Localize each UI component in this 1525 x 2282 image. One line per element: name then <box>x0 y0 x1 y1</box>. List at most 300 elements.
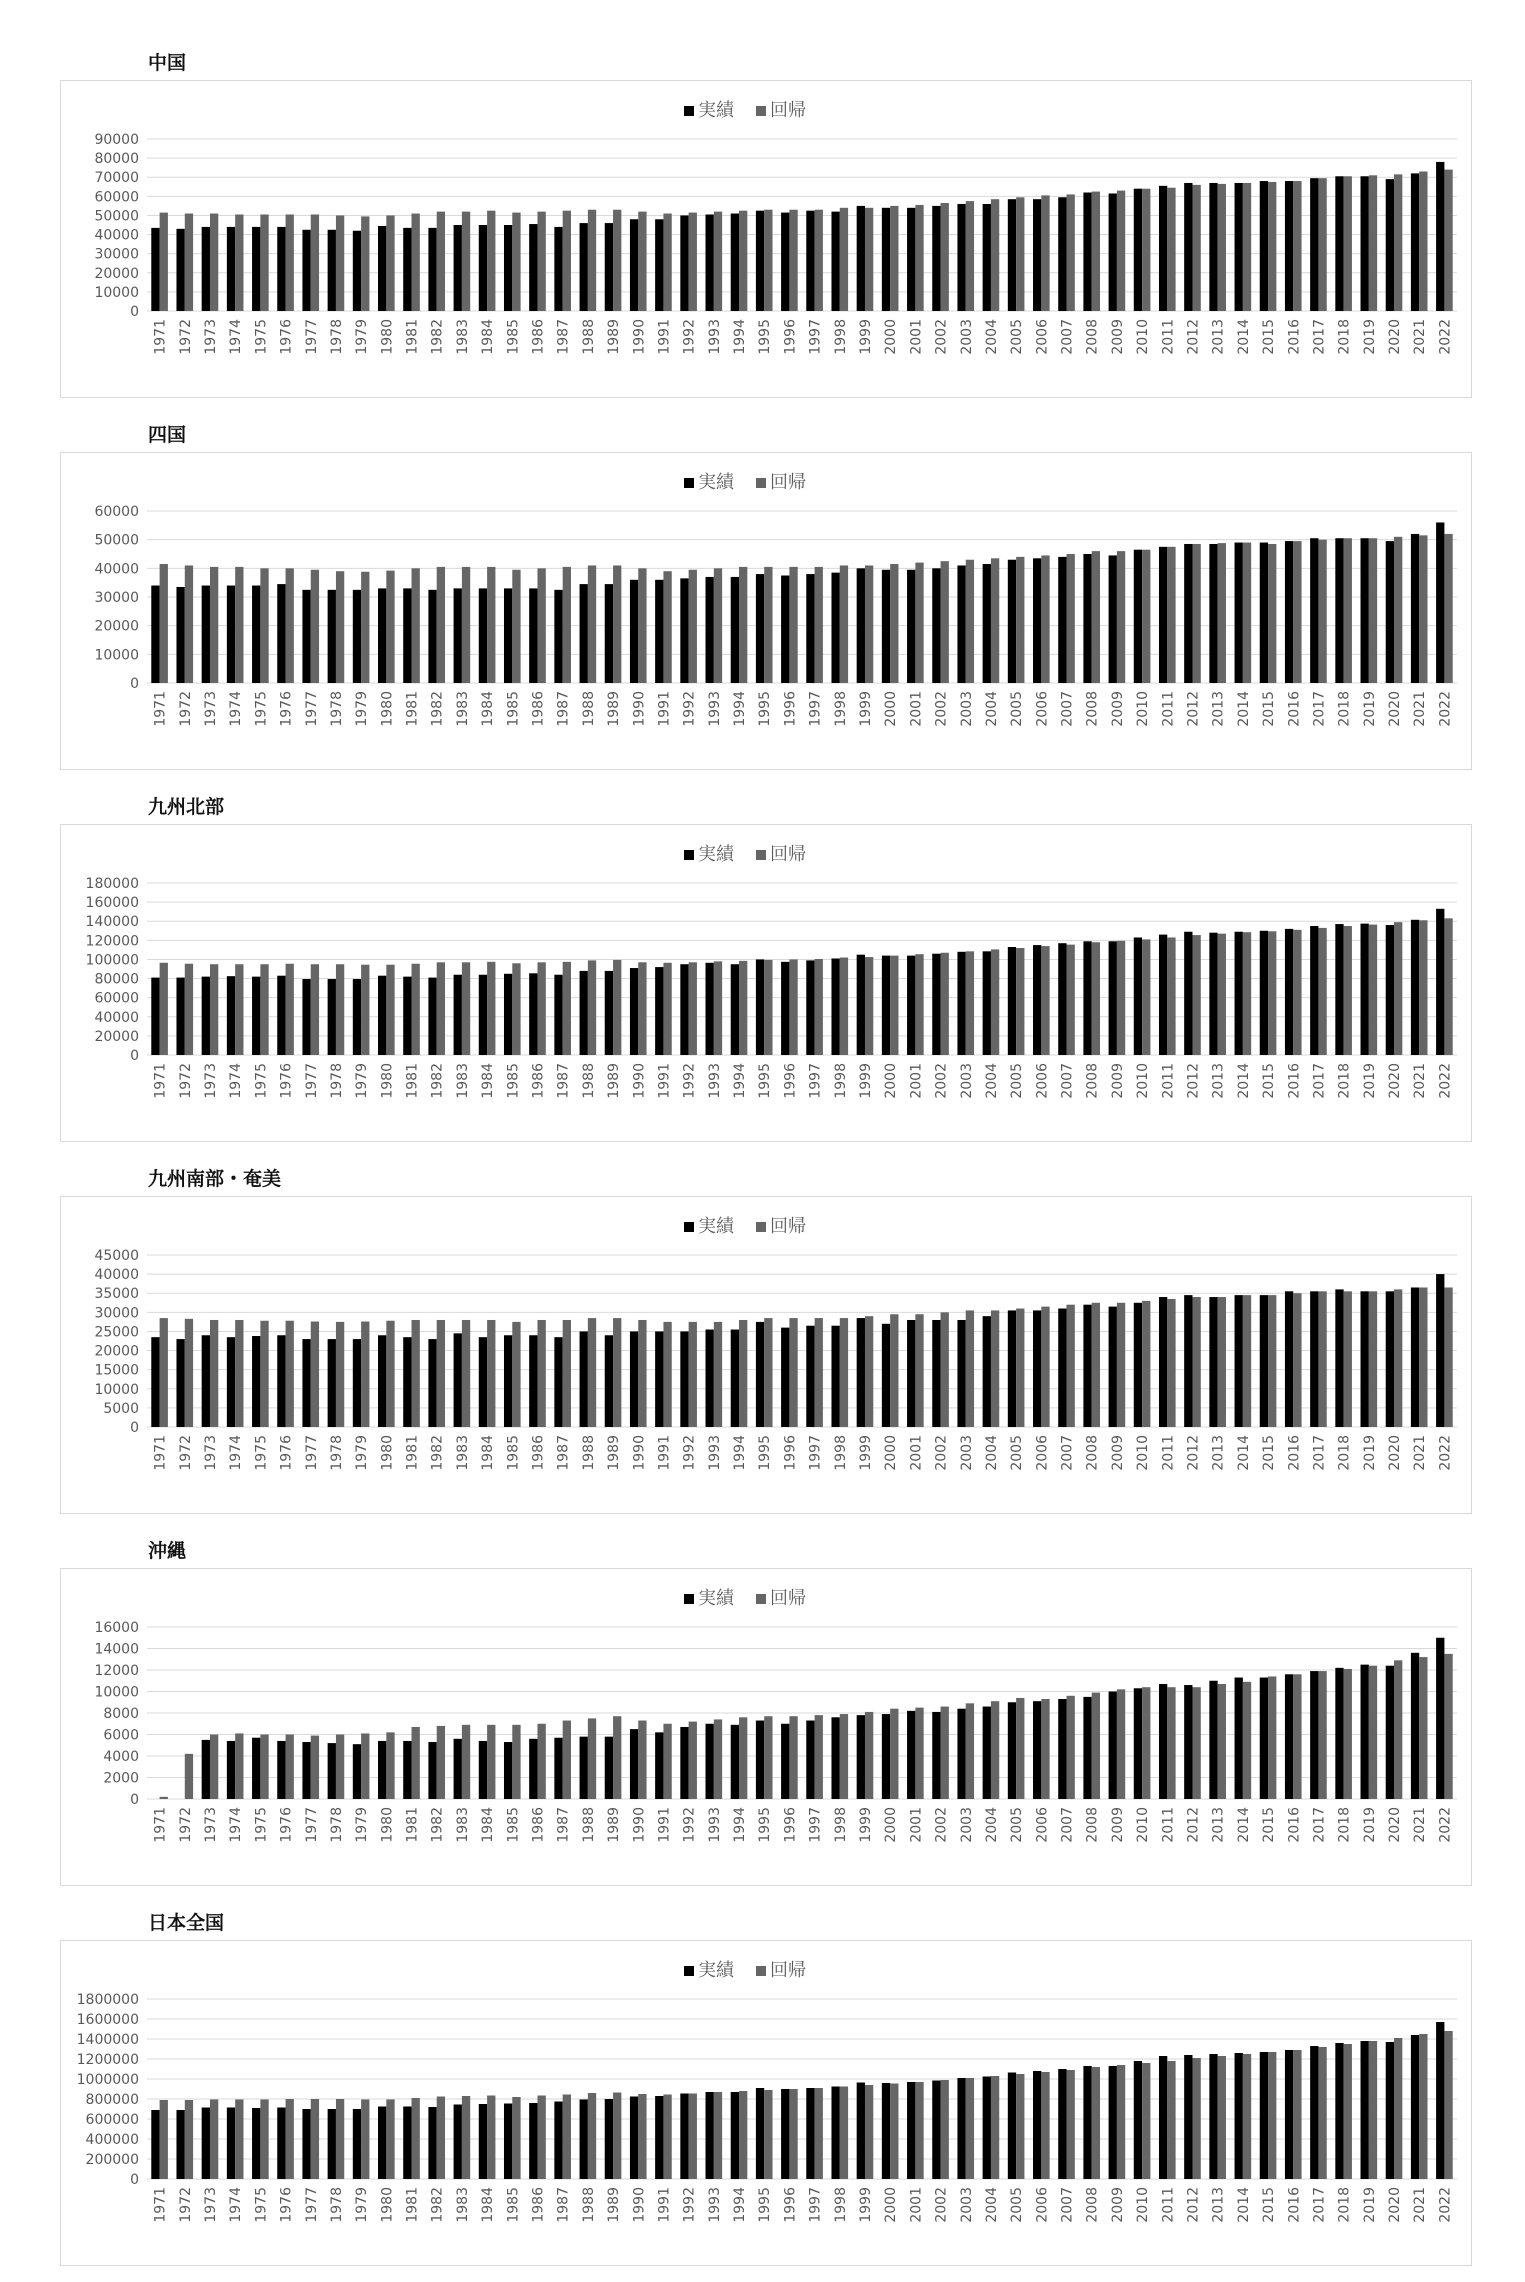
bar <box>1033 558 1041 683</box>
x-tick-label: 1984 <box>480 2187 497 2223</box>
bar <box>386 1732 394 1799</box>
x-tick-label: 2010 <box>1135 319 1152 355</box>
x-tick-label: 2005 <box>1009 319 1026 355</box>
bar <box>831 2087 839 2180</box>
legend <box>684 472 806 493</box>
bar <box>1167 188 1175 311</box>
bar <box>512 1725 520 1799</box>
x-tick-label: 2001 <box>908 1807 925 1843</box>
bar <box>957 2078 965 2179</box>
bar <box>1361 1291 1369 1427</box>
bar <box>781 962 789 1055</box>
bar <box>689 2094 697 2180</box>
bar <box>1041 195 1049 311</box>
bar <box>353 590 361 683</box>
x-tick-label: 2018 <box>1336 1063 1353 1099</box>
x-tick-label: 1975 <box>253 1063 270 1099</box>
y-tick-label: 14000 <box>94 1641 139 1658</box>
x-tick-label: 1976 <box>278 1063 295 1099</box>
x-tick-label: 1987 <box>555 319 572 355</box>
x-tick-label: 1998 <box>832 1435 849 1471</box>
x-tick-label: 2018 <box>1336 691 1353 727</box>
bar <box>764 210 772 311</box>
bar <box>1235 932 1243 1055</box>
legend-swatch-regression <box>756 106 766 116</box>
bar <box>185 1754 193 1799</box>
legend-swatch-actual <box>684 106 694 116</box>
x-tick-label: 2001 <box>908 319 925 355</box>
bar <box>252 977 260 1055</box>
bar <box>815 1318 823 1427</box>
x-tick-label: 1985 <box>505 1063 522 1099</box>
x-tick-label: 2004 <box>983 2187 1000 2223</box>
x-tick-label: 1992 <box>681 1435 698 1471</box>
x-tick-label: 1989 <box>606 319 623 355</box>
bar <box>1318 540 1326 683</box>
x-tick-label: 1978 <box>328 319 345 355</box>
bar <box>806 960 814 1055</box>
bar <box>1444 2031 1452 2179</box>
bar <box>882 570 890 683</box>
y-tick-label: 1600000 <box>76 2012 139 2028</box>
bar <box>302 1339 310 1427</box>
y-tick-label: 12000 <box>94 1663 139 1679</box>
legend-swatch-regression <box>756 1222 766 1232</box>
x-tick-label: 2011 <box>1160 319 1177 355</box>
bar <box>915 954 923 1055</box>
bar <box>932 568 940 683</box>
bar <box>638 2094 646 2179</box>
y-tick-label: 70000 <box>94 170 139 187</box>
x-tick-label: 2020 <box>1387 691 1404 727</box>
y-tick-label: 1000000 <box>76 2072 139 2088</box>
bar <box>1167 2061 1175 2179</box>
bar <box>915 2082 923 2179</box>
bar <box>1411 1653 1419 1799</box>
x-tick-label: 1997 <box>807 1063 824 1099</box>
x-tick-label: 2016 <box>1286 1435 1303 1471</box>
bar <box>731 214 739 311</box>
y-tick-label: 0 <box>130 304 139 320</box>
bar-chart <box>61 825 1471 1141</box>
x-tick-label: 1992 <box>681 1063 698 1099</box>
bar <box>663 1724 671 1799</box>
bar <box>202 977 210 1055</box>
bar <box>437 2097 445 2180</box>
bar <box>580 1737 588 1799</box>
x-tick-label: 2006 <box>1034 1435 1051 1471</box>
bar <box>882 2083 890 2179</box>
x-tick-label: 1993 <box>706 2187 723 2223</box>
x-tick-label: 1985 <box>505 2187 522 2223</box>
chart-panel <box>60 1196 1472 1514</box>
legend-swatch-regression <box>756 478 766 488</box>
x-tick-label: 2009 <box>1109 1435 1126 1471</box>
x-tick-label: 2022 <box>1437 2187 1454 2223</box>
bar <box>437 1320 445 1427</box>
bar <box>160 1797 168 1799</box>
bar <box>613 565 621 683</box>
bar <box>1008 560 1016 683</box>
bar <box>789 210 797 311</box>
chart-section <box>60 1900 1472 2270</box>
x-tick-label: 1980 <box>379 1807 396 1843</box>
bar <box>227 586 235 683</box>
legend-swatch-actual <box>684 1222 694 1232</box>
bar <box>1235 1295 1243 1427</box>
bar <box>563 1721 571 1799</box>
bar <box>689 213 697 311</box>
x-tick-label: 1984 <box>480 319 497 355</box>
bar <box>1344 176 1352 311</box>
bar <box>1142 2063 1150 2179</box>
x-tick-label: 1986 <box>530 1063 547 1099</box>
bar <box>1184 183 1192 311</box>
x-tick-label: 1988 <box>580 319 597 355</box>
bar <box>680 578 688 683</box>
bar <box>504 1335 512 1427</box>
bar <box>1041 1307 1049 1427</box>
x-tick-label: 2011 <box>1160 691 1177 727</box>
x-tick-label: 1981 <box>404 691 421 727</box>
bar <box>487 567 495 683</box>
x-tick-label: 2022 <box>1437 319 1454 355</box>
x-tick-label: 2016 <box>1286 319 1303 355</box>
bar <box>857 955 865 1055</box>
x-tick-label: 1984 <box>480 1807 497 1843</box>
x-tick-label: 1993 <box>706 319 723 355</box>
bar <box>1192 1297 1200 1427</box>
bar <box>1159 547 1167 683</box>
bar <box>1361 538 1369 683</box>
bar <box>1344 1291 1352 1427</box>
bar <box>563 1320 571 1427</box>
x-tick-label: 1976 <box>278 1807 295 1843</box>
x-tick-label: 2004 <box>983 1063 1000 1099</box>
x-tick-label: 2009 <box>1109 1807 1126 1843</box>
bar <box>915 1708 923 1799</box>
bar <box>260 964 268 1055</box>
y-tick-label: 120000 <box>85 933 139 950</box>
x-tick-label: 1990 <box>631 1807 648 1843</box>
x-tick-label: 1996 <box>782 1435 799 1471</box>
bar <box>907 1711 915 1799</box>
bar <box>731 1330 739 1427</box>
bar <box>1386 925 1394 1055</box>
x-tick-label: 2016 <box>1286 2187 1303 2223</box>
y-tick-label: 30000 <box>94 1305 139 1322</box>
x-tick-label: 1989 <box>606 2187 623 2223</box>
bar <box>1411 1287 1419 1427</box>
bar <box>302 590 310 683</box>
bar <box>353 1744 361 1799</box>
bar <box>537 212 545 311</box>
bar <box>1041 946 1049 1055</box>
legend-label-regression: 回帰 <box>770 472 806 493</box>
bar <box>1260 931 1268 1055</box>
bar <box>991 1701 999 1799</box>
bar <box>353 231 361 311</box>
bar <box>1016 2074 1024 2179</box>
bar <box>840 208 848 311</box>
x-tick-label: 1990 <box>631 2187 648 2223</box>
x-tick-label: 1991 <box>656 1063 673 1099</box>
x-tick-label: 2014 <box>1235 2187 1252 2223</box>
bar <box>462 962 470 1055</box>
chart-title: 沖縄 <box>148 1540 187 1562</box>
bar <box>1344 1669 1352 1799</box>
x-tick-label: 1977 <box>303 1807 320 1843</box>
bar <box>781 1724 789 1799</box>
bar <box>1117 191 1125 311</box>
y-tick-label: 100000 <box>85 952 139 969</box>
chart-panel <box>60 1568 1472 1886</box>
x-tick-label: 2002 <box>933 1435 950 1471</box>
bar <box>403 588 411 683</box>
bar <box>1260 181 1268 311</box>
x-tick-label: 2018 <box>1336 1435 1353 1471</box>
bar <box>378 2107 386 2180</box>
bar <box>1243 543 1251 683</box>
x-tick-label: 1991 <box>656 691 673 727</box>
x-tick-label: 2013 <box>1210 1807 1227 1843</box>
chart-panel <box>60 1940 1472 2266</box>
x-tick-label: 2015 <box>1261 1435 1278 1471</box>
bar <box>1318 928 1326 1055</box>
x-tick-label: 2005 <box>1009 1807 1026 1843</box>
x-tick-label: 1981 <box>404 319 421 355</box>
bar <box>756 574 764 683</box>
bar <box>1293 930 1301 1055</box>
x-tick-label: 1999 <box>857 1807 874 1843</box>
bar <box>428 590 436 683</box>
bar <box>454 975 462 1055</box>
bar <box>336 1322 344 1427</box>
bar <box>731 964 739 1055</box>
bar <box>1109 193 1117 311</box>
bar <box>1268 2052 1276 2179</box>
bar <box>756 211 764 311</box>
bar <box>932 1712 940 1799</box>
bar <box>756 1322 764 1427</box>
bar <box>277 227 285 311</box>
bar-chart <box>61 453 1471 769</box>
x-tick-label: 1971 <box>152 691 169 727</box>
bar <box>663 2095 671 2180</box>
x-tick-label: 2009 <box>1109 2187 1126 2223</box>
x-tick-label: 2020 <box>1387 2187 1404 2223</box>
bar <box>554 975 562 1055</box>
x-tick-label: 1975 <box>253 1435 270 1471</box>
bar <box>957 952 965 1055</box>
x-tick-label: 1973 <box>202 319 219 355</box>
x-tick-label: 1995 <box>757 1063 774 1099</box>
bar <box>479 975 487 1055</box>
bar <box>1083 554 1091 683</box>
bar <box>361 1322 369 1427</box>
y-tick-label: 50000 <box>94 532 139 549</box>
x-tick-label: 1994 <box>732 1807 749 1843</box>
x-tick-label: 2018 <box>1336 2187 1353 2223</box>
legend-swatch-actual <box>684 850 694 860</box>
y-tick-label: 50000 <box>94 208 139 225</box>
bar <box>504 225 512 311</box>
bar <box>412 1727 420 1799</box>
bar <box>857 1715 865 1799</box>
bar <box>176 978 184 1055</box>
bar <box>378 1741 386 1799</box>
bar <box>789 1716 797 1799</box>
bar <box>1041 555 1049 683</box>
bar <box>1067 194 1075 311</box>
bar <box>437 212 445 311</box>
bar <box>378 226 386 311</box>
bar <box>1235 183 1243 311</box>
x-tick-label: 1995 <box>757 319 774 355</box>
x-tick-label: 1977 <box>303 691 320 727</box>
bar <box>840 565 848 683</box>
bar <box>1260 1678 1268 1799</box>
bar <box>1394 174 1402 311</box>
bar <box>1083 941 1091 1055</box>
x-tick-label: 2003 <box>958 319 975 355</box>
bar <box>706 2092 714 2179</box>
bar <box>311 1736 319 1799</box>
x-tick-label: 1986 <box>530 319 547 355</box>
bar <box>403 228 411 311</box>
bar <box>504 2104 512 2180</box>
x-tick-label: 2000 <box>883 1807 900 1843</box>
x-tick-label: 2007 <box>1059 1435 1076 1471</box>
bar-chart <box>61 1197 1471 1513</box>
x-tick-label: 1996 <box>782 319 799 355</box>
bar <box>454 1739 462 1799</box>
x-tick-label: 1985 <box>505 1807 522 1843</box>
bar <box>260 214 268 311</box>
bar <box>1394 2038 1402 2179</box>
bar <box>1033 1701 1041 1799</box>
x-tick-label: 2021 <box>1412 1063 1429 1099</box>
bar <box>412 2098 420 2179</box>
bar <box>386 965 394 1055</box>
x-tick-label: 1993 <box>706 691 723 727</box>
bar <box>1092 192 1100 311</box>
bar <box>1293 1674 1301 1799</box>
legend-swatch-actual <box>684 1594 694 1604</box>
bar <box>529 588 537 683</box>
x-tick-label: 1983 <box>454 2187 471 2223</box>
bar <box>277 1335 285 1427</box>
y-tick-label: 1800000 <box>76 1992 139 2008</box>
bar <box>1318 1291 1326 1427</box>
x-tick-label: 2009 <box>1109 319 1126 355</box>
x-tick-label: 1998 <box>832 319 849 355</box>
x-tick-label: 2014 <box>1235 1807 1252 1843</box>
chart-panel <box>60 452 1472 770</box>
bar-chart <box>61 1941 1471 2265</box>
bar <box>1411 920 1419 1055</box>
bar <box>302 2109 310 2179</box>
x-tick-label: 1991 <box>656 2187 673 2223</box>
x-tick-label: 1998 <box>832 1063 849 1099</box>
bar <box>1209 1297 1217 1427</box>
y-tick-label: 10000 <box>94 1684 139 1701</box>
y-tick-label: 60000 <box>94 990 139 1007</box>
x-tick-label: 1981 <box>404 1063 421 1099</box>
x-tick-label: 1994 <box>732 2187 749 2223</box>
x-tick-label: 1983 <box>454 1063 471 1099</box>
bar <box>1159 1297 1167 1427</box>
y-tick-label: 160000 <box>85 895 139 912</box>
bar <box>1083 2066 1091 2179</box>
bar <box>1386 179 1394 311</box>
x-tick-label: 1971 <box>152 1435 169 1471</box>
bar <box>260 568 268 683</box>
bar <box>462 2096 470 2179</box>
x-tick-label: 1994 <box>732 1063 749 1099</box>
bar <box>462 212 470 311</box>
bar <box>386 215 394 311</box>
bar <box>941 1312 949 1427</box>
bar <box>1184 544 1192 683</box>
x-tick-label: 2006 <box>1034 2187 1051 2223</box>
x-tick-label: 1992 <box>681 2187 698 2223</box>
bar <box>907 570 915 683</box>
bar <box>1218 2056 1226 2179</box>
bar <box>1285 929 1293 1055</box>
bar <box>277 976 285 1055</box>
bar <box>227 2108 235 2180</box>
x-tick-label: 1995 <box>757 691 774 727</box>
bar <box>202 1740 210 1799</box>
bar <box>714 1322 722 1427</box>
bar <box>983 1707 991 1799</box>
bar <box>857 2083 865 2180</box>
bar <box>1344 538 1352 683</box>
bar <box>378 976 386 1055</box>
bar <box>428 1339 436 1427</box>
x-tick-label: 1997 <box>807 691 824 727</box>
bar <box>185 2100 193 2179</box>
bar <box>1243 1295 1251 1427</box>
x-tick-label: 2002 <box>933 691 950 727</box>
x-tick-label: 2012 <box>1185 2187 1202 2223</box>
bar <box>890 1314 898 1427</box>
x-tick-label: 2018 <box>1336 319 1353 355</box>
bar <box>1092 1303 1100 1427</box>
bar <box>454 225 462 311</box>
legend <box>684 1588 806 1609</box>
bar <box>882 208 890 311</box>
x-tick-label: 2002 <box>933 319 950 355</box>
x-tick-label: 1975 <box>253 319 270 355</box>
y-tick-label: 20000 <box>94 1028 139 1045</box>
bar <box>781 576 789 684</box>
x-tick-label: 1979 <box>354 1063 371 1099</box>
x-tick-label: 1989 <box>606 1807 623 1843</box>
legend-swatch-regression <box>756 1966 766 1976</box>
x-tick-label: 2019 <box>1361 1435 1378 1471</box>
bar <box>1192 185 1200 311</box>
x-tick-label: 1982 <box>429 1435 446 1471</box>
bar <box>580 584 588 683</box>
bar <box>428 978 436 1055</box>
bar <box>966 951 974 1055</box>
x-tick-label: 2005 <box>1009 1063 1026 1099</box>
bar <box>1335 924 1343 1055</box>
bar <box>932 1320 940 1427</box>
x-tick-label: 2011 <box>1160 1063 1177 1099</box>
